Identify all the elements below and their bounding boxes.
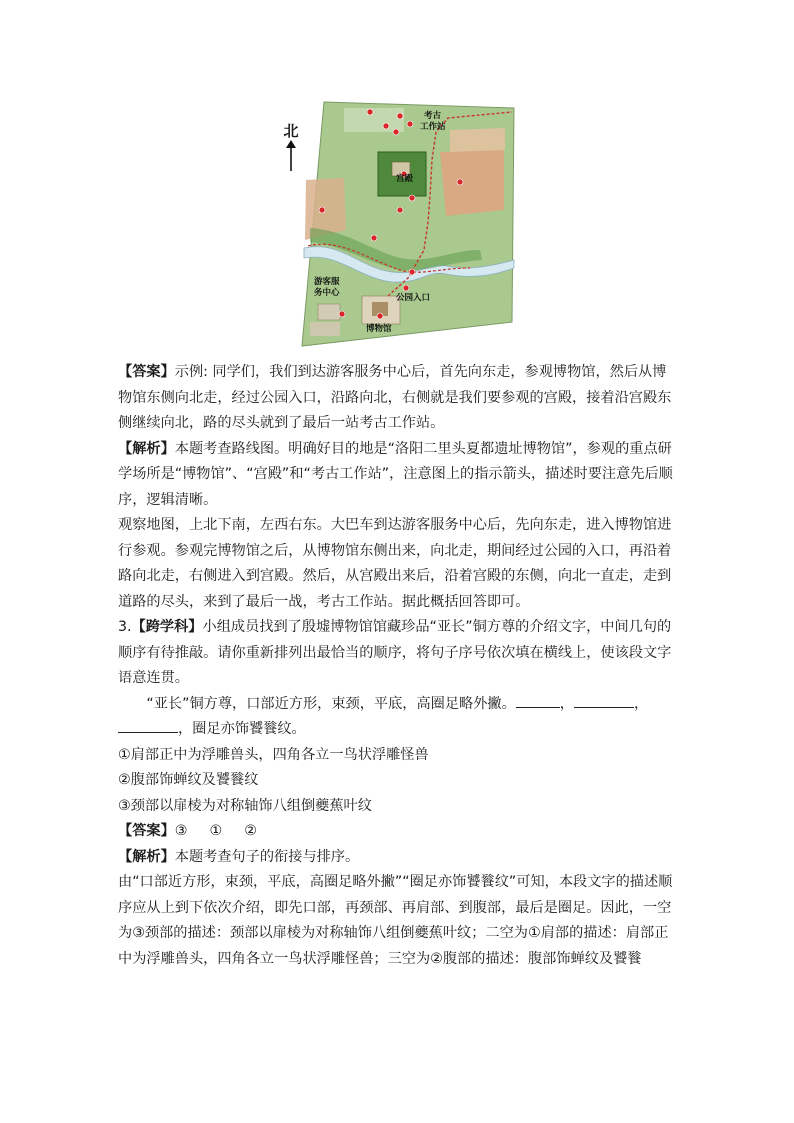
analysis-3: [118, 845, 680, 871]
question-3-stem: 小组成员找到了殷墟博物馆馆藏珍品“亚长”铜方尊的介绍文字，中间几句的顺序有待推敲。请你重新排列出最恰当的顺序，将句子序号依次填在横线上，使该段文字语意连贯。: [118, 619, 672, 686]
analysis-1-label: 【解析】: [118, 440, 175, 457]
document-body: [118, 360, 680, 972]
map-label-palace: 宫殿: [396, 174, 414, 184]
option-2: ②腹部饰蝉纹及饕餮纹: [118, 772, 259, 788]
map-label-museum: 博物馆: [366, 324, 392, 334]
blank-1[interactable]: [516, 692, 560, 708]
passage-start: “亚长”铜方尊，口部近方形，束颈，平底，高圈足略外撇。: [146, 695, 516, 712]
analysis-1-detail: 观察地图，上北下南，左西右东。大巴车到达游客服务中心后，先向东走，进入博物馆进行参观。参观完博物馆之后，从博物馆东侧出来，向北走，期间经过公园的入口，再沿着路向北走，右侧进入到宫殿。然后，从宫殿出来后，沿着宫殿的东侧，向北一直走，走到道路的尽头，来到了最后一战，考古工作站。据此概括回答即可。: [118, 517, 672, 610]
answer-3-value-1: ③: [174, 823, 188, 839]
analysis-3-label: 【解析】: [118, 848, 175, 865]
map-label-visitor-2: 务中心: [314, 288, 340, 298]
map-label-archaeology-1: 考古: [424, 111, 442, 121]
option-1: ①肩部正中为浮雕兽头，四角各立一鸟状浮雕怪兽: [118, 746, 429, 763]
blank-sep-1: ，: [559, 695, 574, 712]
blank-sep-2: ，: [633, 695, 649, 712]
map-label-park-entrance: 公园入口: [396, 293, 431, 303]
answer-3: [118, 819, 680, 845]
analysis-3-detail: 由“口部近方形，束颈，平底，高圈足略外撇”“圈足亦饰饕餮纹”可知，本段文字的描述顺序应从上到下依次介绍，即先口部，再颈部、再肩部、到腹部，最后是圈足。因此，一空为③颈部的描述：颈部以扉棱为对称轴饰八组倒夔蕉叶纹；二空为①肩部的描述：肩部正中为浮雕兽头，四角各立一鸟状浮雕怪兽；三空为②腹部的描述：腹部饰蝉纹及饕餮: [118, 874, 673, 967]
question-3-tag: 【跨学科】: [131, 619, 203, 635]
analysis-3-text: 本题考查句子的衔接与排序。: [174, 848, 360, 865]
answer-3-value-2: ①: [209, 823, 223, 839]
site-map: [300, 100, 520, 350]
passage-end: ，圈足亦饰饕餮纹。: [178, 721, 306, 737]
answer-1-label: 【答案】: [118, 364, 175, 380]
question-3-number: 3.: [118, 619, 132, 635]
answer-3-label: 【答案】: [118, 823, 175, 839]
analysis-1-text: 本题考查路线图。明确好目的地是“洛阳二里头夏都遗址博物馆”，参观的重点研学场所是“博物馆”、“宫殿”和“考古工作站”，注意图上的指示箭头，描述时要注意先后顺序，逻辑清晰。: [118, 440, 673, 508]
north-label: 北: [283, 122, 299, 140]
question-3: [118, 615, 680, 692]
answer-1: [118, 360, 680, 437]
blank-2[interactable]: [574, 692, 634, 708]
blank-3[interactable]: [118, 717, 178, 733]
analysis-1: [118, 437, 680, 514]
north-arrow-icon: [283, 140, 299, 172]
answer-1-text: 示例: 同学们，我们到达游客服务中心后，首先向东走，参观博物馆，然后从博物馆东侧向北走，经过公园入口，沿路向北，右侧就是我们要参观的宫殿，接着沿宫殿东侧继续向北，路的尽头就到了最后一站考古工作站。: [118, 364, 672, 431]
map-label-archaeology-2: 工作站: [420, 122, 446, 132]
map-label-visitor-1: 游客服: [314, 277, 340, 287]
answer-3-value-3: ②: [244, 823, 257, 839]
question-3-passage: [118, 692, 680, 743]
option-3: ③颈部以扉棱为对称轴饰八组倒夔蕉叶纹: [118, 797, 372, 814]
